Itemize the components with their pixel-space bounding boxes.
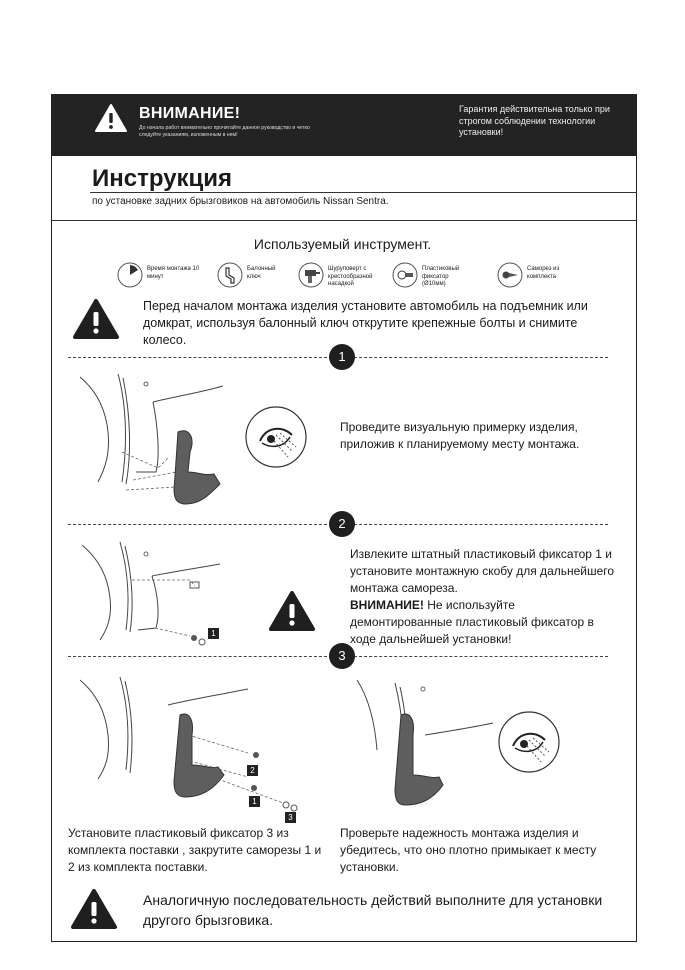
step-number-badge: 3	[329, 643, 355, 669]
tool-label: Балонный ключ	[247, 266, 276, 280]
wrench-icon	[217, 262, 243, 288]
page-title: Инструкция	[92, 165, 233, 192]
step3-right-text: Проверьте надежность монтажа изделия и убедитесь, что оно плотно примыкает к месту установки.	[340, 826, 597, 874]
tools-title: Используемый инструмент.	[253, 236, 432, 252]
attention-subtitle: До начала работ внимательно прочитайте данное руководство и четко следуйте указаниям, изложенным в нем!	[139, 125, 310, 138]
step2-warning-text: Не используйте демонтированные пластиковый фиксатор в ходе дальнейшей установки!	[350, 598, 594, 646]
step2-instruction: Извлеките штатный пластиковый фиксатор 1 и установите монтажную скобу для дальнейшего монтажа самореза.	[350, 547, 615, 595]
warning-icon	[70, 888, 118, 930]
page-subtitle: по установке задних брызговиков на автомобиль Nissan Sentra.	[92, 196, 389, 207]
step1-text: Проведите визуальную примерку изделия, приложив к планируемому месту монтажа.	[340, 420, 580, 451]
final-note: Аналогичную последовательность действий выполните для установки другого брызговика.	[143, 892, 603, 928]
step-number-badge: 2	[329, 511, 355, 537]
step1-illustration	[78, 372, 238, 522]
tool-label: Шуруповерт с крестообразной насадкой	[328, 266, 373, 287]
callout-label: 2	[247, 765, 258, 776]
callout-label: 3	[285, 812, 296, 823]
tool-item-clip	[392, 262, 468, 292]
eye-inspect-icon	[244, 405, 308, 469]
attention-title: ВНИМАНИЕ!	[139, 105, 241, 122]
attention-banner	[51, 94, 637, 156]
tool-item-screwdriver	[298, 262, 380, 292]
eye-inspect-icon	[497, 710, 561, 774]
step3-left-text: Установите пластиковый фиксатор 3 из комплекта поставки , закрутите саморезы 1 и 2 из комплекта поставки.	[68, 826, 322, 874]
clip-icon	[392, 262, 418, 288]
step2-warning-label: ВНИМАНИЕ!	[350, 598, 424, 612]
step2-text	[350, 546, 620, 648]
warning-icon	[72, 298, 120, 340]
tool-label: Время монтажа 10 минут	[147, 266, 200, 280]
warning-icon	[268, 590, 316, 632]
clock-icon	[117, 262, 143, 288]
tool-item-time	[117, 262, 203, 292]
screw-icon	[497, 262, 523, 288]
tool-item-screw	[497, 262, 571, 292]
step-number-badge: 1	[329, 344, 355, 370]
screwdriver-icon	[298, 262, 324, 288]
tool-label: Пластиковый фиксатор (Ø10мм)	[422, 266, 460, 287]
divider	[51, 220, 637, 221]
callout-label: 1	[208, 628, 219, 639]
divider	[90, 192, 637, 193]
step3-right-illustration	[355, 675, 495, 815]
step3-left-illustration	[78, 675, 308, 825]
tool-label: Саморез из комплекта	[527, 266, 560, 280]
warning-icon	[94, 103, 128, 133]
intro-warning-text: Перед началом монтажа изделия установите автомобиль на подъемник или домкрат, используя балонный ключ открутите крепежные болты и снимите колесо.	[143, 299, 588, 347]
callout-label: 1	[249, 796, 260, 807]
tool-item-wrench	[217, 262, 283, 292]
guarantee-note: Гарантия действительна только при строгом соблюдении технологии установки!	[459, 104, 610, 137]
